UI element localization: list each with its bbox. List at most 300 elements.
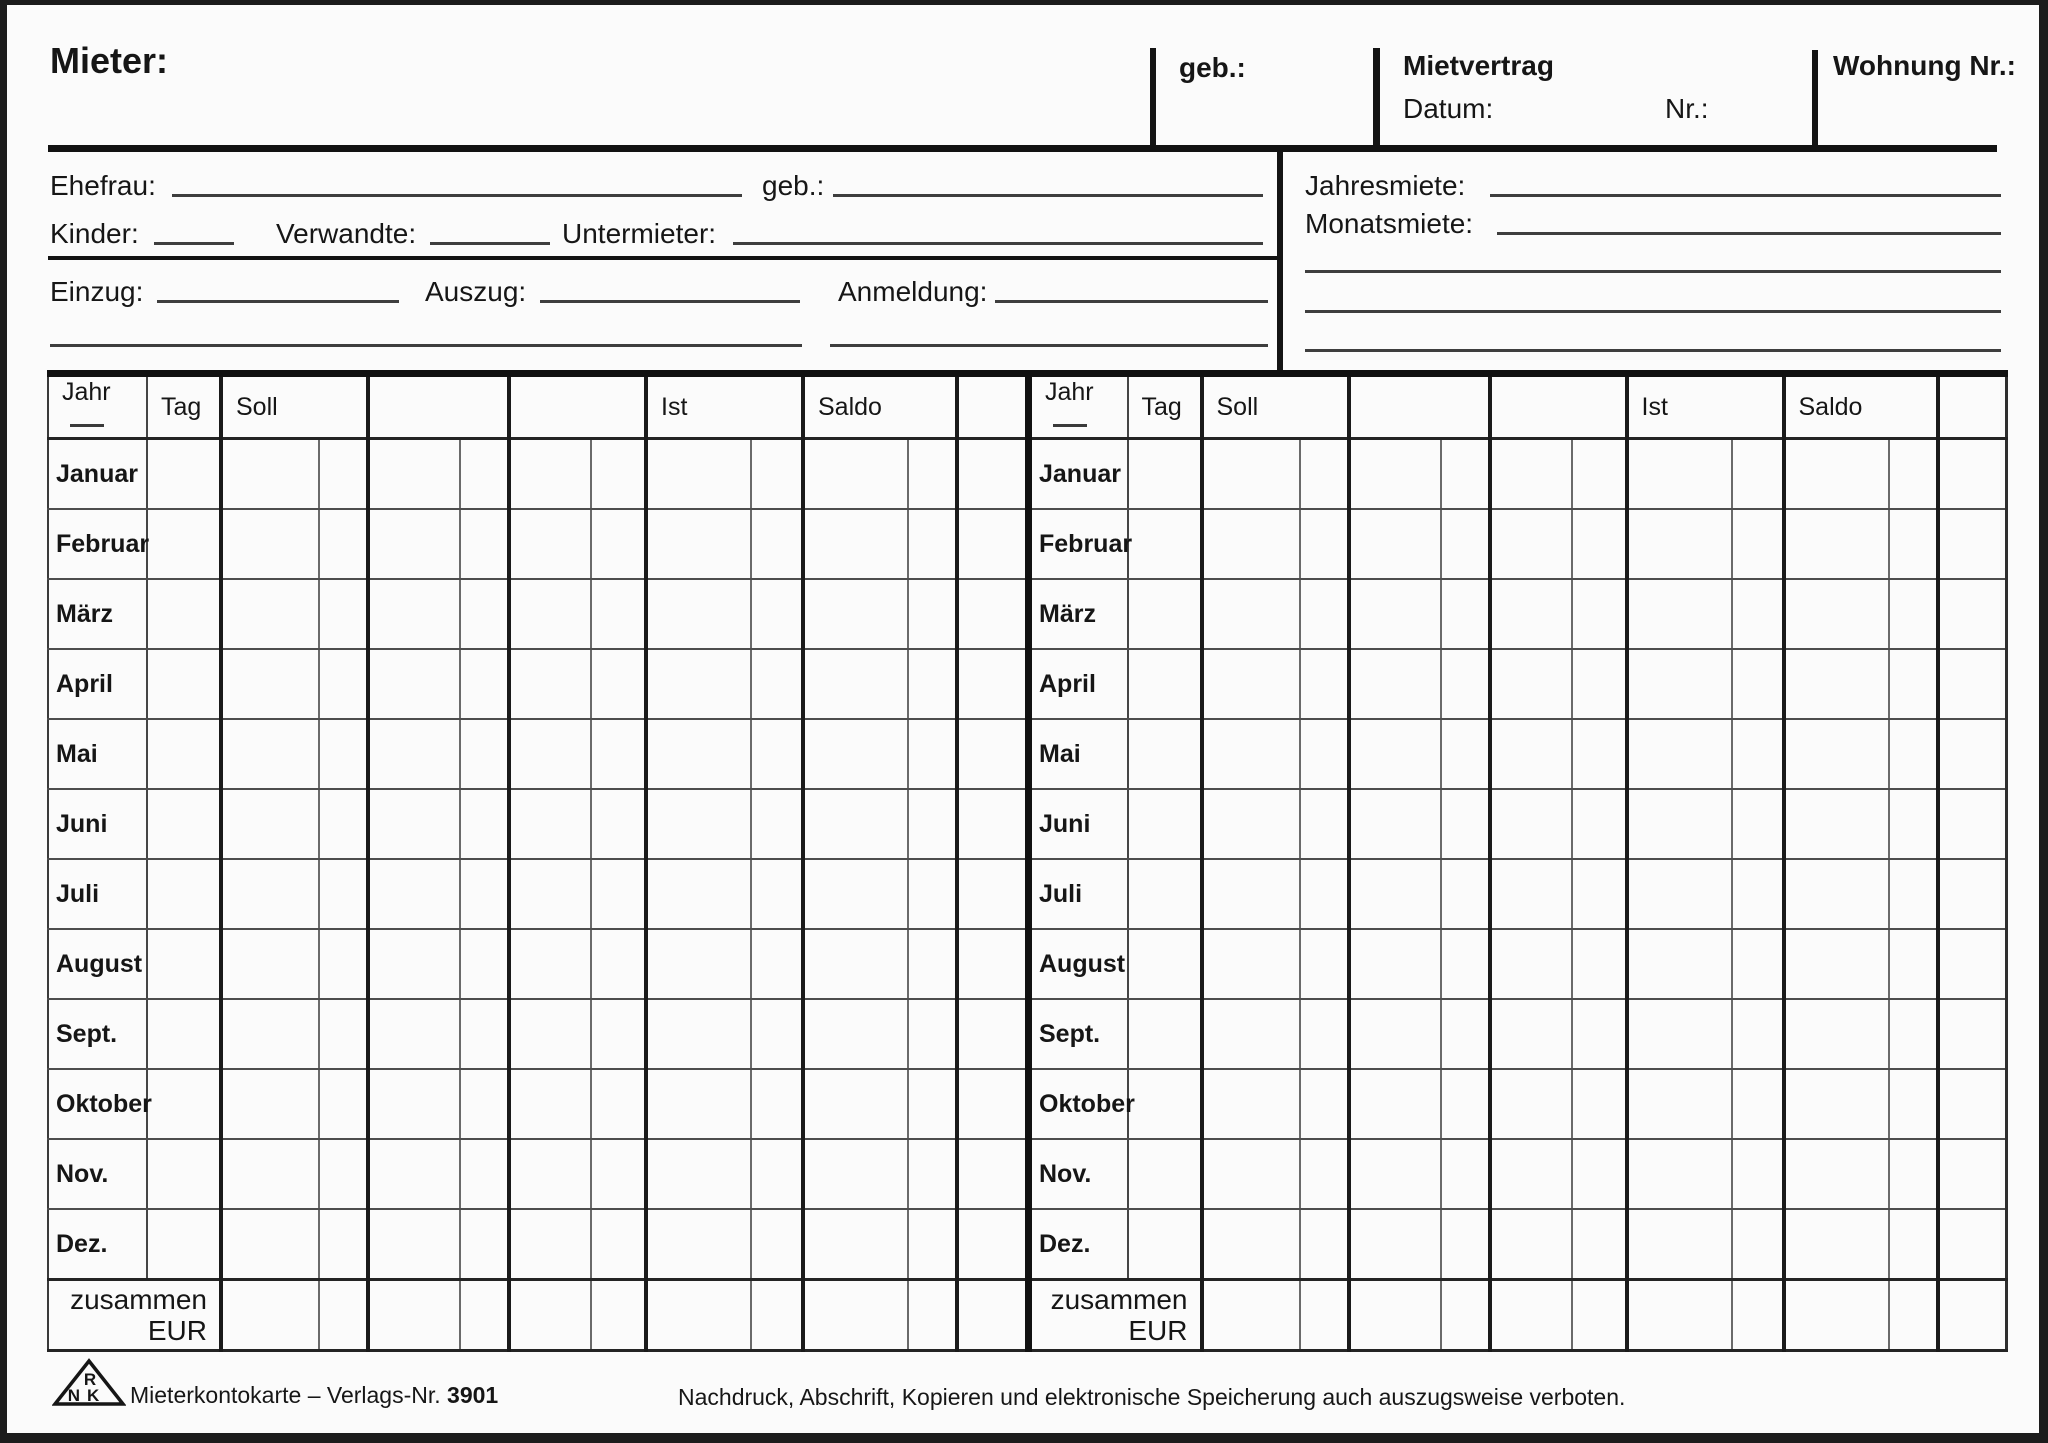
ledger-cell (908, 439, 957, 510)
ledger-cell (1128, 509, 1202, 579)
col-header-soll: Soll (221, 374, 368, 439)
ledger-cell (1128, 1139, 1202, 1209)
ledger-cell (751, 1069, 803, 1139)
ledger-cell (1627, 1139, 1732, 1209)
anmeldung-field-line (995, 300, 1268, 303)
ledger-cell (319, 509, 368, 579)
ledger-cell (319, 649, 368, 719)
jahr-header-label: Jahr (1045, 378, 1094, 406)
ledger-month-row (48, 1139, 1026, 1209)
ledger-cell (1889, 649, 1938, 719)
month-label: August (48, 929, 147, 999)
ledger-cell (1784, 509, 1889, 579)
ledger-month-row (1029, 859, 2007, 929)
ledger-cell (147, 1069, 221, 1139)
ledger-cell (646, 789, 751, 859)
ledger-month-row (1029, 1139, 2007, 1209)
ledger-cell (1300, 859, 1349, 929)
ledger-cell (1627, 1280, 1732, 1351)
ledger-cell (1202, 789, 1300, 859)
ledger-month-row (1029, 1069, 2007, 1139)
ledger-cell (221, 649, 319, 719)
ledger-cell (1889, 859, 1938, 929)
geb-label: geb.: (1179, 52, 1246, 83)
col-header-rest (1938, 374, 2007, 439)
ledger-cell (509, 509, 591, 579)
ledger-month-row (1029, 719, 2007, 789)
header-divider-1 (1150, 48, 1156, 147)
ledger-cell (460, 1209, 509, 1280)
ledger-cell (368, 579, 460, 649)
ledger-cell (957, 789, 1026, 859)
col-header-tag: Tag (147, 374, 221, 439)
ledger-cell (1349, 1280, 1441, 1351)
ledger-cell (751, 439, 803, 510)
ledger-cell (1202, 999, 1300, 1069)
ledger-cell (1490, 1139, 1572, 1209)
month-label: Juli (1029, 859, 1128, 929)
ledger-cell (591, 1280, 646, 1351)
month-label: Mai (48, 719, 147, 789)
nr-label: Nr.: (1665, 93, 1709, 124)
ledger-cell (319, 789, 368, 859)
ledger-cell (908, 1139, 957, 1209)
ledger-cell (1441, 1069, 1490, 1139)
ledger-month-row (1029, 1209, 2007, 1280)
ledger-cell (957, 1069, 1026, 1139)
ledger-cell (1784, 999, 1889, 1069)
monatsmiete-label: Monatsmiete: (1305, 208, 1474, 239)
auszug-label: Auszug: (425, 276, 527, 307)
ledger-cell (908, 509, 957, 579)
ledger-cell (1572, 999, 1627, 1069)
ledger-cell (368, 1069, 460, 1139)
col-header-blank-1 (368, 374, 509, 439)
ledger-cell (1938, 509, 2007, 579)
ledger-cell (460, 859, 509, 929)
col-header-saldo: Saldo (803, 374, 957, 439)
ledger-cell (147, 859, 221, 929)
jahr-header-label: Jahr (62, 378, 111, 406)
ledger-cell (1784, 929, 1889, 999)
ledger-cell (1938, 929, 2007, 999)
total-label-line1: zusammen (1050, 1284, 1188, 1315)
total-label-line1: zusammen (70, 1284, 207, 1315)
month-label: Januar (1029, 439, 1128, 510)
ledger-cell (221, 1139, 319, 1209)
ledger-month-row (48, 789, 1026, 859)
ledger-cell (1938, 439, 2007, 510)
month-label: Dez. (1029, 1209, 1128, 1280)
wohnung-nr-label: Wohnung Nr.: (1833, 50, 2016, 81)
ledger-cell (751, 789, 803, 859)
kinder-field-line (154, 242, 234, 245)
ledger-cell (460, 1280, 509, 1351)
ledger-cell (509, 859, 591, 929)
ledger-cell (1490, 1280, 1572, 1351)
ledger-cell (509, 439, 591, 510)
ledger-cell (1732, 719, 1784, 789)
ledger-cell (751, 1139, 803, 1209)
ledger-cell (1300, 789, 1349, 859)
ledger-cell (803, 1069, 908, 1139)
ledger-cell (319, 999, 368, 1069)
ledger-cell (1441, 789, 1490, 859)
ledger-cell (319, 439, 368, 510)
ledger-cell (1202, 859, 1300, 929)
ledger-total-row (1029, 1280, 2007, 1351)
copyright-notice: Nachdruck, Abschrift, Kopieren und elektronische Speicherung auch auszugsweise verboten. (678, 1384, 1626, 1410)
ledger-cell (460, 1139, 509, 1209)
month-label: Sept. (48, 999, 147, 1069)
ledger-month-row (48, 439, 1026, 510)
untermieter-label: Untermieter: (562, 218, 717, 249)
ledger-month-row (48, 1069, 1026, 1139)
col-header-saldo: Saldo (1784, 374, 1938, 439)
ledger-cell (1572, 509, 1627, 579)
ledger-cell (1202, 929, 1300, 999)
ledger-cell (1300, 1069, 1349, 1139)
ledger-cell (646, 579, 751, 649)
month-label: Februar (1029, 509, 1128, 579)
month-label: April (1029, 649, 1128, 719)
ledger-cell (1202, 719, 1300, 789)
col-header-ist: Ist (646, 374, 803, 439)
ledger-cell (1300, 719, 1349, 789)
auszug-field-line (540, 300, 800, 303)
ledger-month-row (48, 859, 1026, 929)
ledger-cell (1300, 929, 1349, 999)
ledger-cell (908, 579, 957, 649)
ledger-cell (1572, 649, 1627, 719)
col-header-tag: Tag (1128, 374, 1202, 439)
ledger-cell (147, 649, 221, 719)
ledger-cell (368, 509, 460, 579)
month-label: Februar (48, 509, 147, 579)
ledger-cell (957, 649, 1026, 719)
ledger-cell (147, 789, 221, 859)
ledger-cell (646, 719, 751, 789)
ledger-cell (147, 579, 221, 649)
ledger-cell (1627, 859, 1732, 929)
ledger-month-row (1029, 789, 2007, 859)
ledger-month-row (1029, 579, 2007, 649)
ledger-cell (1349, 1139, 1441, 1209)
ledger-cell (1732, 649, 1784, 719)
ledger-cell (1938, 999, 2007, 1069)
ledger-cell (1349, 999, 1441, 1069)
ledger-cell (1490, 509, 1572, 579)
ledger-cell (646, 1209, 751, 1280)
ledger-cell (221, 439, 319, 510)
ledger-cell (1627, 999, 1732, 1069)
ledger-cell (1128, 1209, 1202, 1280)
ledger-cell (1202, 1280, 1300, 1351)
untermieter-field-line (733, 242, 1263, 245)
ledger-cell (319, 1139, 368, 1209)
ledger-cell (319, 1069, 368, 1139)
kinder-label: Kinder: (50, 218, 139, 249)
ledger-cell (908, 929, 957, 999)
ledger-cell (1128, 1069, 1202, 1139)
ledger-cell (1732, 579, 1784, 649)
ledger-cell (509, 929, 591, 999)
month-label: April (48, 649, 147, 719)
ledger-month-row (1029, 929, 2007, 999)
ledger-cell (1572, 1139, 1627, 1209)
ledger-cell (1349, 649, 1441, 719)
col-header-ist: Ist (1627, 374, 1784, 439)
ledger-cell (591, 649, 646, 719)
ledger-cell (1349, 859, 1441, 929)
ehefrau-geb-label: geb.: (762, 170, 825, 201)
ledger-cell (591, 929, 646, 999)
ledger-cell (1490, 439, 1572, 510)
ledger-cell (147, 999, 221, 1069)
ledger-cell (1627, 1209, 1732, 1280)
ledger-month-row (1029, 999, 2007, 1069)
month-label: Juni (1029, 789, 1128, 859)
ledger-cell (509, 1280, 591, 1351)
ledger-cell (319, 1209, 368, 1280)
product-label: Mieterkontokarte – Verlags-Nr. (130, 1382, 441, 1408)
ledger-cell (591, 509, 646, 579)
ledger-cell (908, 1209, 957, 1280)
ledger-cell (1202, 579, 1300, 649)
ledger-cell (460, 649, 509, 719)
ledger-cell (957, 1209, 1026, 1280)
ledger-cell (803, 999, 908, 1069)
ledger-cell (1889, 1280, 1938, 1351)
ledger-cell (368, 439, 460, 510)
col-header-soll: Soll (1202, 374, 1349, 439)
ledger-cell (319, 859, 368, 929)
ledger-cell (646, 929, 751, 999)
ledger-cell (509, 1069, 591, 1139)
ledger-cell (1202, 649, 1300, 719)
ledger-month-row (48, 1209, 1026, 1280)
ledger-cell (908, 999, 957, 1069)
month-label: Oktober (48, 1069, 147, 1139)
ledger-cell (319, 719, 368, 789)
verwandte-label: Verwandte: (276, 218, 417, 249)
ledger-cell (509, 649, 591, 719)
ledger-cell (803, 509, 908, 579)
ledger-cell (957, 509, 1026, 579)
ledger-cell (591, 789, 646, 859)
ledger-cell (1732, 1209, 1784, 1280)
ledger-cell (1572, 1280, 1627, 1351)
ledger-cell (1784, 859, 1889, 929)
ledger-cell (368, 719, 460, 789)
ledger-cell (1490, 1069, 1572, 1139)
col-header-jahr (48, 374, 147, 439)
ledger-month-row (48, 719, 1026, 789)
ledger-cell (908, 859, 957, 929)
ledger-cell (751, 1209, 803, 1280)
ledger-cell (147, 1209, 221, 1280)
einzug-label: Einzug: (50, 276, 144, 307)
ledger-cell (591, 579, 646, 649)
ledger-month-row (1029, 439, 2007, 510)
ledger-cell (1889, 579, 1938, 649)
ledger-cell (1128, 859, 1202, 929)
ledger-cell (803, 439, 908, 510)
ledger-cell (1349, 789, 1441, 859)
ledger-total-row (48, 1280, 1026, 1351)
ledger-cell (1938, 719, 2007, 789)
ledger-cell (1627, 509, 1732, 579)
ledger-cell (1202, 1139, 1300, 1209)
ledger-cell (908, 649, 957, 719)
ledger-cell (1202, 1069, 1300, 1139)
col-header-blank-2 (1490, 374, 1627, 439)
ledger-cell (1784, 1280, 1889, 1351)
miete-blank-line-1 (1305, 270, 2001, 273)
ledger-cell (1490, 719, 1572, 789)
ledger-cell (1572, 1209, 1627, 1280)
ledger-cell (1490, 859, 1572, 929)
ledger-cell (221, 509, 319, 579)
ledger-cell (591, 719, 646, 789)
einzug-field-line (157, 300, 399, 303)
ledger-cell (368, 859, 460, 929)
ledger-cell (1572, 1069, 1627, 1139)
ledger-cell (1889, 719, 1938, 789)
ledger-cell (1784, 1209, 1889, 1280)
month-label: Sept. (1029, 999, 1128, 1069)
ledger-cell (368, 789, 460, 859)
ledger-cell (1627, 719, 1732, 789)
miete-blank-line-3 (1305, 349, 2001, 352)
ledger-cell (751, 719, 803, 789)
ledger-cell (1938, 789, 2007, 859)
ledger-cell (751, 929, 803, 999)
jahr-underline (1053, 424, 1087, 427)
ledger-cell (1349, 719, 1441, 789)
ledger-cell (957, 719, 1026, 789)
total-label-line2: EUR (147, 1315, 207, 1346)
col-header-rest (957, 374, 1026, 439)
ledger-cell (460, 929, 509, 999)
ledger-cell (1349, 509, 1441, 579)
ledger-cell (368, 999, 460, 1069)
blank-field-line-1 (50, 344, 802, 347)
ledger-cell (1732, 999, 1784, 1069)
ledger-cell (368, 1139, 460, 1209)
ledger-cell (1732, 1139, 1784, 1209)
ledger-cell (908, 719, 957, 789)
header-divider-3 (1812, 50, 1818, 147)
ledger-cell (751, 1280, 803, 1351)
ledger-cell (803, 929, 908, 999)
ledger-cell (1732, 1069, 1784, 1139)
datum-label: Datum: (1403, 93, 1494, 124)
ledger-cell (1732, 859, 1784, 929)
ledger-cell (221, 789, 319, 859)
ledger-cell (1889, 439, 1938, 510)
ledger-cell (319, 1280, 368, 1351)
ledger-cell (1889, 509, 1938, 579)
ledger-cell (221, 1069, 319, 1139)
ledger-cell (1300, 439, 1349, 510)
ledger-cell (509, 579, 591, 649)
ledger-cell (1889, 999, 1938, 1069)
ledger-cell (1627, 1069, 1732, 1139)
ledger-cell (1784, 1069, 1889, 1139)
ledger-cell (1572, 719, 1627, 789)
ledger-cell (1784, 579, 1889, 649)
ledger-cell (1732, 1280, 1784, 1351)
month-label: Januar (48, 439, 147, 510)
month-label: August (1029, 929, 1128, 999)
ledger-cell (368, 649, 460, 719)
ledger-left (47, 370, 1026, 1352)
ledger-cell (1938, 1280, 2007, 1351)
ledger-cell (1441, 1280, 1490, 1351)
product-line (130, 1382, 498, 1409)
ledger-cell (1128, 579, 1202, 649)
ledger-cell (1938, 1069, 2007, 1139)
month-label: März (1029, 579, 1128, 649)
ledger-cell (646, 1069, 751, 1139)
ledger-cell (1732, 789, 1784, 859)
ledger-cell (319, 929, 368, 999)
month-label: Juni (48, 789, 147, 859)
month-label: Nov. (48, 1139, 147, 1209)
ledger-cell (1300, 579, 1349, 649)
ledger-cell (1349, 1069, 1441, 1139)
ledger-header-row (48, 374, 1026, 439)
ledger-cell (1938, 1209, 2007, 1280)
header-rule (48, 145, 1997, 152)
ledger-cell (1572, 859, 1627, 929)
ledger-cell (957, 1139, 1026, 1209)
ledger-cell (1300, 509, 1349, 579)
ledger-cell (591, 859, 646, 929)
jahresmiete-field-line (1490, 194, 2001, 197)
col-header-blank-1 (1349, 374, 1490, 439)
ledger-cell (1349, 439, 1441, 510)
ledger-cell (1490, 789, 1572, 859)
ledger-cell (1441, 649, 1490, 719)
ledger-cell (1300, 1139, 1349, 1209)
ledger-cell (1441, 859, 1490, 929)
ledger-cell (1300, 999, 1349, 1069)
ledger-cell (509, 719, 591, 789)
ledger-cell (147, 439, 221, 510)
ledger-cell (509, 1139, 591, 1209)
ledger-cell (460, 1069, 509, 1139)
ledger-cell (646, 999, 751, 1069)
ledger-cell (803, 719, 908, 789)
miete-blank-line-2 (1305, 310, 2001, 313)
ledger-cell (957, 929, 1026, 999)
ledger-cell (147, 719, 221, 789)
blank-field-line-2 (830, 344, 1268, 347)
ledger-cell (803, 789, 908, 859)
ledger-month-row (48, 649, 1026, 719)
ledger-cell (1349, 579, 1441, 649)
ledger-cell (1572, 579, 1627, 649)
ledger-cell (1938, 649, 2007, 719)
ledger-cell (319, 579, 368, 649)
total-label (1029, 1280, 1202, 1351)
ledger-cell (1441, 1139, 1490, 1209)
ledger-cell (460, 719, 509, 789)
ledger-cell (751, 649, 803, 719)
ledger-cell (1627, 789, 1732, 859)
